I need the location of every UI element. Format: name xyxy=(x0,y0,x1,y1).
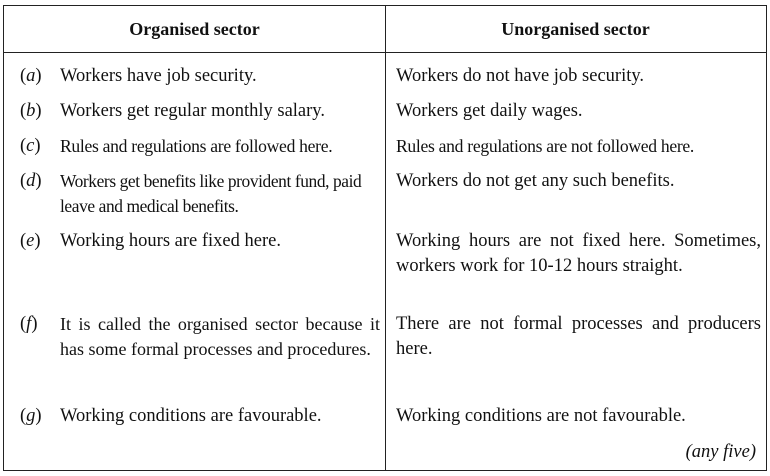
row-b-organised: (b) Workers get regular monthly salary. xyxy=(20,99,380,124)
row-e-letter: (e) xyxy=(20,231,41,251)
row-c-organised: (c) Rules and regulations are followed here. xyxy=(20,134,380,159)
row-g-unorganised: Working conditions are not favourable. xyxy=(396,406,686,426)
row-a-letter: (a) xyxy=(20,66,42,86)
row-d-letter: (d) xyxy=(20,171,42,191)
column-divider xyxy=(385,6,386,470)
header-organised-sector: Organised sector xyxy=(129,19,260,39)
row-f-unorganised: There are not formal processes and producers here. xyxy=(396,314,761,359)
row-a-organised: (a) Workers have job security. xyxy=(20,64,380,89)
row-a-unorganised: Workers do not have job security. xyxy=(396,66,645,86)
row-f-organised: (f) It is called the organised sector because it has some formal processes and procedures. xyxy=(20,312,380,362)
row-g-organised: (g) Working conditions are favourable. xyxy=(20,404,380,429)
row-d-organised: (d) Workers get benefits like provident fund, paid leave and medical benefits. xyxy=(20,169,380,219)
row-e-organised: (e) Working hours are fixed here. xyxy=(20,229,380,254)
row-f-letter: (f) xyxy=(20,314,38,334)
header-unorganised-sector: Unorganised sector xyxy=(501,19,650,39)
row-b-letter: (b) xyxy=(20,101,42,121)
row-e-unorganised: Working hours are not fixed here. Sometimes, workers work for 10-12 hours straight. xyxy=(396,231,761,276)
comparison-table xyxy=(3,5,767,471)
any-five-note: (any five) xyxy=(685,442,756,462)
row-b-unorganised: Workers get daily wages. xyxy=(396,101,583,121)
row-c-unorganised: Rules and regulations are not followed here. xyxy=(396,136,695,156)
row-g-letter: (g) xyxy=(20,406,42,426)
row-c-letter: (c) xyxy=(20,136,41,156)
row-d-unorganised: Workers do not get any such benefits. xyxy=(396,171,675,191)
